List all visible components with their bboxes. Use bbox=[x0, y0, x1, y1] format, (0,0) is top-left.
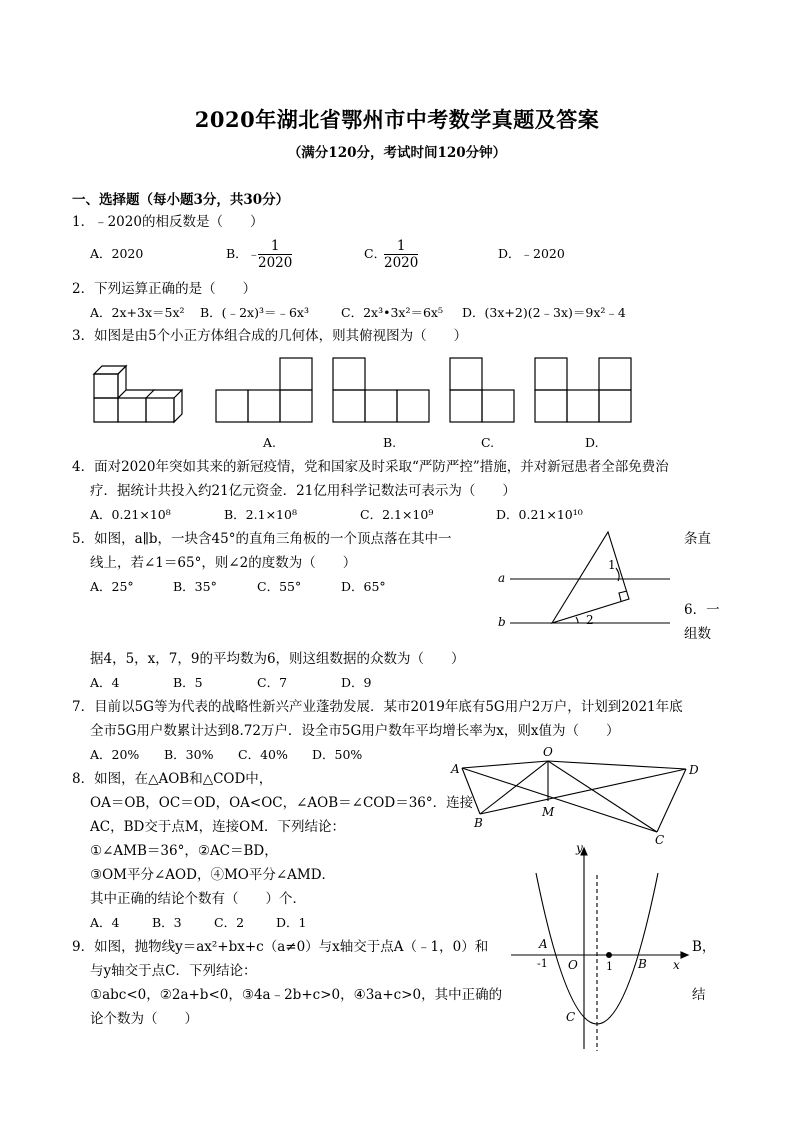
q9-point-1 bbox=[606, 952, 612, 958]
q7-option-b: B．30% bbox=[164, 747, 214, 762]
q5-line-1-tail: 条直 bbox=[684, 531, 711, 547]
q1-stem: 1．﹣2020的相反数是（ ） bbox=[72, 214, 264, 230]
q9-line-1: 9．如图，抛物线y＝ax²+bx+c（a≠0）与x轴交于点A（﹣1，0）和 bbox=[72, 939, 489, 955]
q5-option-a: A．25° bbox=[90, 579, 134, 594]
q8-line-3: AC，BD交于点M，连接OM．下列结论： bbox=[90, 819, 346, 835]
q4-option-a: A．0.21×10⁸ bbox=[90, 507, 171, 522]
q3-option-d-figure bbox=[534, 355, 634, 425]
q5-label-a: a bbox=[498, 571, 506, 585]
q5-label-1: 1 bbox=[608, 558, 616, 572]
q8-line-2: OA＝OB，OC＝OD，OA<OC，∠AOB＝∠COD＝36°．连接 bbox=[90, 795, 474, 811]
q4-line-1: 4．面对2020年突如其来的新冠疫情，党和国家及时采取“严防严控”措施，并对新冠患者全部免费治 bbox=[72, 459, 669, 475]
q9-label-neg1: -1 bbox=[537, 957, 548, 970]
q7-line-1: 7．目前以5G等为代表的战略性新兴产业蓬勃发展．某市2019年底有5G用户2万户，计划到2021年底 bbox=[72, 699, 683, 715]
q9-line-1-tail: B， bbox=[692, 939, 716, 955]
q8-seg-AO bbox=[462, 761, 548, 768]
q9-label-y: y bbox=[576, 841, 583, 855]
q9-parabola-figure bbox=[505, 841, 690, 1055]
q8-seg-AC bbox=[462, 768, 657, 832]
q6-line: 据4，5，x，7，9的平均数为6，则这组数据的众数为（ ） bbox=[90, 651, 465, 667]
q3-stem: 3．如图是由5个小正方体组合成的几何体，则其俯视图为（ ） bbox=[72, 328, 468, 344]
q8-label-O: O bbox=[543, 745, 553, 759]
q3-option-c-figure bbox=[449, 355, 519, 425]
q5-parallel-lines-figure bbox=[490, 525, 680, 635]
q3-option-b-label: B. bbox=[383, 435, 397, 450]
q2-option-b: B．(﹣2x)³＝﹣6x³ bbox=[200, 305, 309, 320]
q8-option-c: C．2 bbox=[214, 915, 245, 930]
q4-option-d: D．0.21×10¹⁰ bbox=[496, 507, 583, 522]
q9-label-x: x bbox=[673, 958, 680, 972]
q3-option-a-label: A. bbox=[263, 435, 277, 450]
q3-option-b-figure bbox=[332, 355, 432, 425]
q5-option-c: C．55° bbox=[257, 579, 302, 594]
q1-option-b-prefix: B．﹣ bbox=[226, 246, 261, 261]
q5-angle-2-arc bbox=[576, 617, 578, 623]
q9-line-2: 与y轴交于点C．下列结论： bbox=[90, 963, 257, 979]
q8-label-D: D bbox=[689, 763, 699, 777]
section-heading: 一、选择题（每小题3分，共30分） bbox=[72, 192, 290, 208]
q6-option-b: B．5 bbox=[173, 675, 203, 690]
q1-b-denominator: 2020 bbox=[258, 255, 293, 271]
q9-label-A: A bbox=[539, 937, 548, 951]
q2-option-c: C．2x³•3x²＝6x⁵ bbox=[341, 305, 443, 320]
q4-option-b: B．2.1×10⁸ bbox=[224, 507, 297, 522]
q2-stem: 2．下列运算正确的是（ ） bbox=[72, 281, 257, 297]
q7-option-d: D．50% bbox=[312, 747, 363, 762]
q1-b-numerator: 1 bbox=[258, 238, 292, 255]
q9-label-B: B bbox=[638, 957, 647, 971]
q8-option-a: A．4 bbox=[90, 915, 120, 930]
q6-option-d: D．9 bbox=[341, 675, 372, 690]
q8-triangles-figure bbox=[445, 745, 710, 850]
q8-line-4: ①∠AMB＝36°，②AC＝BD， bbox=[90, 843, 278, 859]
q1-c-numerator: 1 bbox=[384, 238, 418, 255]
q9-label-1: 1 bbox=[606, 960, 613, 973]
q5-label-2: 2 bbox=[586, 613, 594, 627]
q8-label-A: A bbox=[451, 762, 460, 776]
q6-option-a: A．4 bbox=[90, 675, 120, 690]
q5-line-2: 线上，若∠1＝65°，则∠2的度数为（ ） bbox=[90, 555, 357, 571]
page-title: 2020年湖北省鄂州市中考数学真题及答案 bbox=[194, 107, 600, 132]
q4-option-c: C．2.1×10⁹ bbox=[360, 507, 434, 522]
q7-option-c: C．40% bbox=[238, 747, 288, 762]
q3-solid-figure bbox=[90, 360, 190, 430]
q9-line-3: ①abc<0，②2a+b<0，③4a﹣2b+c>0，④3a+c>0，其中正确的 bbox=[90, 987, 503, 1003]
q9-x-arrow bbox=[681, 952, 688, 958]
q6-option-c: C．7 bbox=[257, 675, 288, 690]
q2-option-a: A．2x+3x＝5x² bbox=[90, 305, 185, 320]
q1-c-denominator: 2020 bbox=[384, 255, 419, 271]
q8-seg-OC bbox=[548, 761, 657, 832]
q5-label-b: b bbox=[498, 615, 506, 629]
q1-option-d: D．﹣2020 bbox=[498, 246, 565, 261]
q8-option-d: D．1 bbox=[276, 915, 307, 930]
q5-triangle bbox=[552, 532, 629, 623]
q5-option-b: B．35° bbox=[173, 579, 217, 594]
q8-line-6: 其中正确的结论个数有（ ）个． bbox=[90, 891, 306, 907]
q2-option-d: D．(3x+2)(2﹣3x)＝9x²﹣4 bbox=[462, 305, 626, 320]
q8-line-5: ③OM平分∠AOD，④MO平分∠AMD． bbox=[90, 867, 336, 883]
q1-option-b-fraction bbox=[258, 238, 292, 271]
q9-line-4: 论个数为（ ） bbox=[90, 1011, 198, 1027]
q1-option-c-prefix: C． bbox=[364, 246, 387, 261]
q8-line-1: 8．如图，在△AOB和△COD中， bbox=[72, 771, 273, 787]
q9-label-C: C bbox=[566, 1010, 576, 1024]
q9-label-O: O bbox=[568, 958, 578, 972]
q3-option-a-figure bbox=[215, 355, 315, 425]
q8-seg-AB bbox=[462, 768, 480, 814]
q6-head-2: 组数 bbox=[684, 626, 711, 642]
q1-option-a: A．2020 bbox=[90, 246, 144, 261]
q8-option-b: B．3 bbox=[152, 915, 182, 930]
q5-line-1: 5．如图，a∥b，一块含45°的直角三角板的一个顶点落在其中一 bbox=[72, 531, 452, 547]
q8-seg-OD bbox=[548, 761, 686, 769]
q8-label-B: B bbox=[474, 816, 483, 830]
q8-label-C: C bbox=[655, 833, 665, 847]
q1-option-c-fraction bbox=[384, 238, 418, 271]
q7-option-a: A．20% bbox=[90, 747, 140, 762]
q8-label-M: M bbox=[542, 805, 555, 819]
q6-head-1: 6．一 bbox=[684, 602, 720, 618]
q9-line-3-tail: 结 bbox=[692, 987, 706, 1003]
q3-option-d-label: D. bbox=[585, 435, 599, 450]
page-subtitle: （满分120分，考试时间120分钟） bbox=[287, 145, 507, 161]
q5-option-d: D．65° bbox=[341, 579, 386, 594]
q3-option-c-label: C. bbox=[481, 435, 495, 450]
q8-seg-DC bbox=[657, 769, 686, 832]
q4-line-2: 疗．据统计共投入约21亿元资金．21亿用科学记数法可表示为（ ） bbox=[90, 483, 516, 499]
q7-line-2: 全市5G用户数累计达到8.72万户．设全市5G用户数年平均增长率为x，则x值为（ ） bbox=[90, 723, 620, 739]
